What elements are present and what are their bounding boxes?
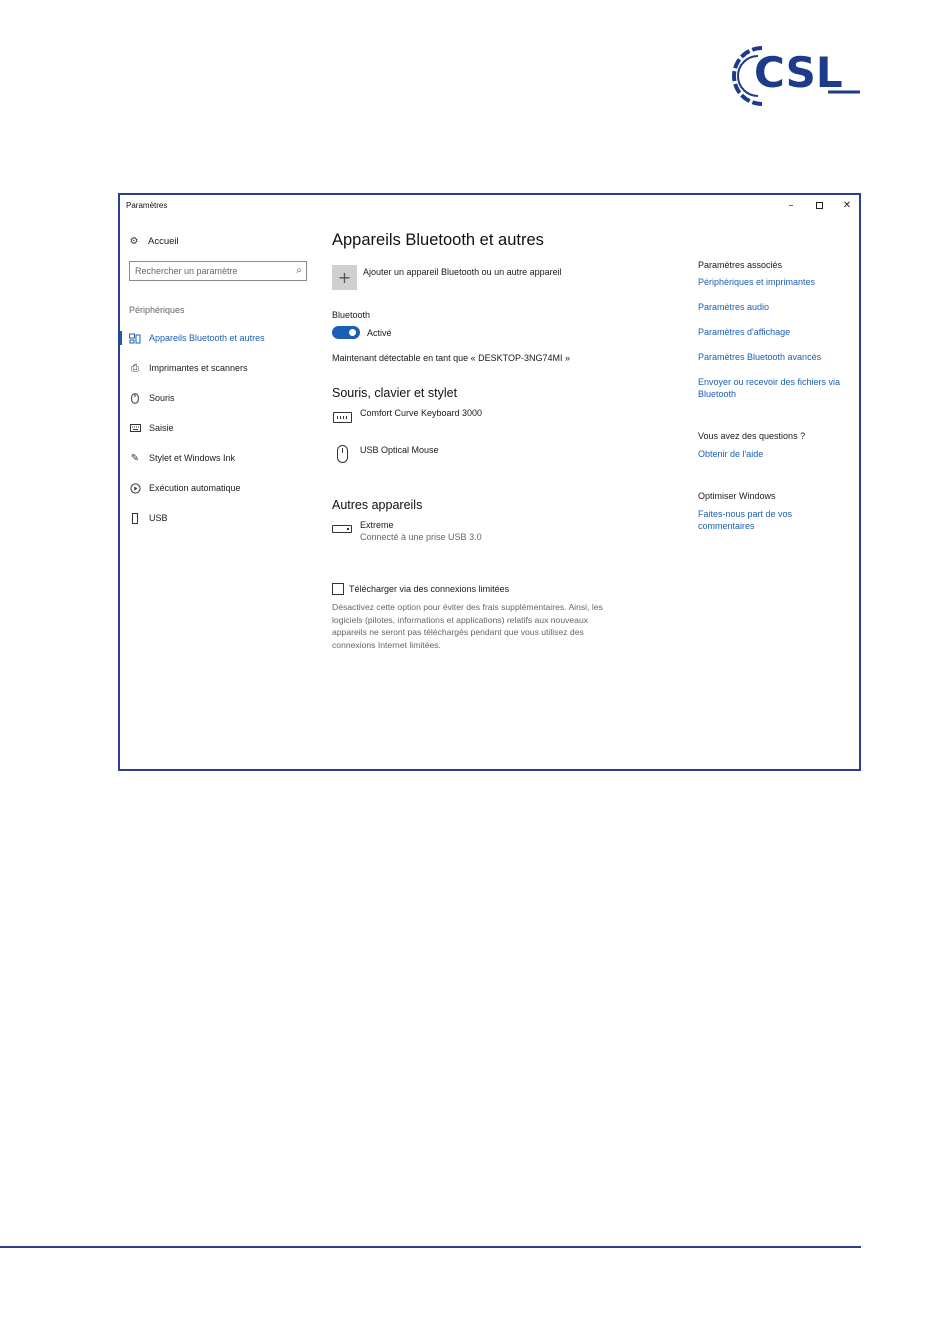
metered-description: Désactivez cette option pour éviter des frais supplémentaires. Ainsi, les logiciels (pilotes, informations et applications) relatifs aux nouveaux appareils ne seront pas téléchargés pendant que vous utilisez des connexions Internet limitées. (332, 602, 603, 650)
close-button[interactable]: ✕ (842, 200, 852, 211)
link-bluetooth-advanced[interactable]: Paramètres Bluetooth avancés (698, 352, 822, 362)
metered-label: Télécharger via des connexions limitées (349, 584, 510, 594)
sidebar-nav (120, 323, 320, 533)
device-extreme[interactable] (332, 520, 482, 542)
page-title: Appareils Bluetooth et autres (332, 231, 544, 249)
related-heading: Paramètres associés (698, 260, 783, 270)
sidebar-item-pen[interactable] (120, 443, 320, 473)
sidebar-item-label: USB (149, 513, 168, 523)
sidebar-item-usb[interactable] (120, 503, 320, 533)
bluetooth-toggle[interactable] (332, 326, 360, 339)
sidebar-item-label: Imprimantes et scanners (149, 363, 248, 373)
printer-icon: ⎙ (131, 362, 139, 374)
device-name: Extreme (360, 520, 394, 530)
link-get-help[interactable]: Obtenir de l'aide (698, 449, 764, 459)
home-link[interactable] (128, 235, 179, 247)
sidebar-item-label: Appareils Bluetooth et autres (149, 333, 265, 343)
input-devices-heading: Souris, clavier et stylet (332, 386, 458, 400)
sidebar-item-mouse[interactable] (120, 383, 320, 413)
home-label: Accueil (148, 235, 179, 247)
sidebar-item-label: Saisie (149, 423, 174, 433)
device-mouse[interactable] (332, 445, 439, 463)
window-title: Paramètres (126, 201, 168, 210)
device-keyboard[interactable] (332, 408, 482, 426)
sidebar-item-typing[interactable] (120, 413, 320, 443)
improve-heading: Optimiser Windows (698, 491, 776, 501)
gear-icon: ⚙ (129, 235, 139, 247)
add-device-label: Ajouter un appareil Bluetooth ou un autre appareil (363, 267, 562, 277)
keyboard-icon (332, 408, 352, 426)
sidebar-section-label: Périphériques (129, 305, 185, 315)
toggle-knob (349, 329, 356, 336)
device-name: Comfort Curve Keyboard 3000 (360, 408, 483, 418)
csl-logo-text: CSL (754, 48, 843, 97)
maximize-icon (816, 202, 823, 209)
settings-window (118, 193, 861, 771)
sidebar-item-autoplay[interactable] (120, 473, 320, 503)
mouse-icon (332, 445, 352, 463)
link-feedback[interactable]: Faites-nous part de vos commentaires (698, 509, 793, 531)
footer-divider (0, 1246, 861, 1248)
link-send-receive-files[interactable]: Envoyer ou recevoir des fichiers via Bluetooth (698, 377, 841, 399)
autoplay-icon (129, 482, 141, 494)
questions-heading: Vous avez des questions ? (698, 431, 806, 441)
sidebar-item-label: Stylet et Windows Ink (149, 453, 236, 463)
add-device-button[interactable] (332, 265, 562, 290)
device-name: USB Optical Mouse (360, 445, 439, 455)
search-box[interactable] (129, 261, 307, 281)
discoverable-text: Maintenant détectable en tant que « DESKTOP-3NG74MI » (332, 353, 570, 363)
bluetooth-label: Bluetooth (332, 310, 371, 320)
sidebar-item-printers[interactable] (120, 353, 320, 383)
other-devices-heading: Autres appareils (332, 498, 423, 512)
metered-checkbox[interactable] (332, 583, 344, 595)
maximize-button[interactable] (808, 198, 830, 214)
bluetooth-devices-icon (129, 332, 141, 344)
sidebar-item-bluetooth[interactable] (120, 323, 320, 353)
search-icon[interactable]: ⌕ (296, 265, 302, 276)
sidebar-item-label: Exécution automatique (149, 483, 241, 493)
link-display-settings[interactable]: Paramètres d'affichage (698, 327, 791, 337)
link-devices-printers[interactable]: Périphériques et imprimantes (698, 277, 816, 287)
link-audio-settings[interactable]: Paramètres audio (698, 302, 770, 312)
pen-icon: ✎ (130, 452, 140, 464)
mouse-icon (129, 392, 141, 404)
plus-icon: + (332, 265, 357, 290)
drive-icon (332, 520, 352, 538)
sidebar-item-label: Souris (149, 393, 175, 403)
metered-download-option[interactable] (332, 583, 509, 595)
main-panel (332, 195, 692, 769)
minimize-button[interactable]: – (788, 200, 794, 211)
keyboard-icon (129, 422, 141, 434)
csl-logo (728, 42, 862, 110)
usb-icon (129, 512, 141, 524)
search-input[interactable] (135, 264, 285, 278)
device-status: Connecté à une prise USB 3.0 (360, 532, 482, 542)
bluetooth-state: Activé (367, 328, 392, 338)
